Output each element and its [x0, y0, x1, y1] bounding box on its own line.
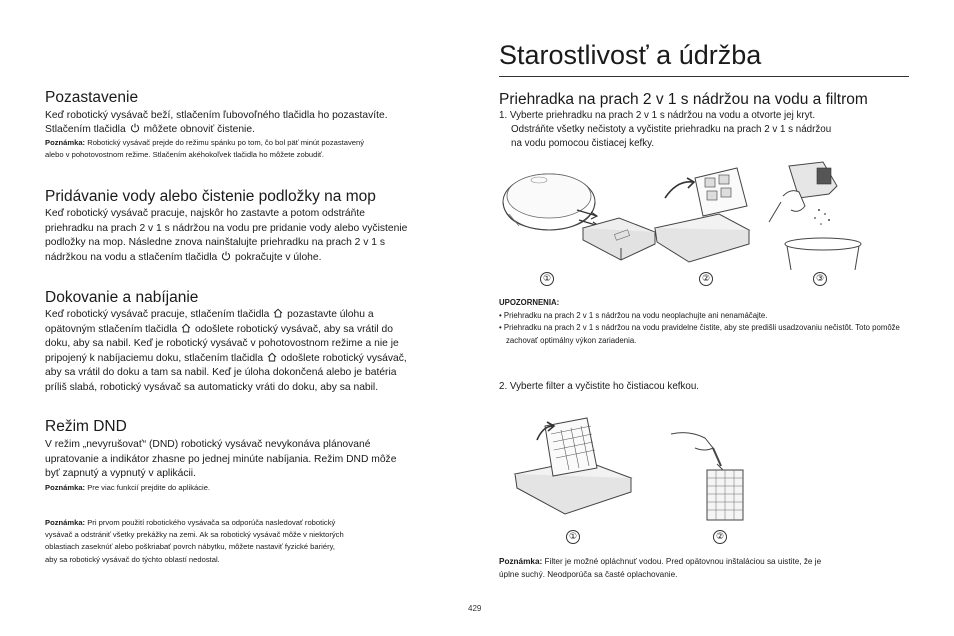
fig1-label-1: ①: [540, 272, 554, 286]
home-icon: [273, 308, 283, 318]
figure-remove-dustbin: [499, 158, 911, 270]
fig1-label-3: ③: [813, 272, 827, 286]
dock-text: Keď robotický vysávač pracuje, stlačením tlačidla pozastavte úlohu a opätovným stlačením tlačidla odošlete robotický vysávač, aby sa vrátil do doku, aby sa nabil. Keď je robotický vysávač v pohotovostnom režime a nie je pripojený k nabíjaciemu doku, stlačením tlačidla odošlete robotický vysávač, aby sa vrátil do doku a tam sa nabil. Keď je úloha dokončená alebo je batéria príliš slabá, robotický vysávač sa automaticky vráti do doku, aby sa nabil.: [45, 309, 407, 393]
page-title: Starostlivosť a údržba: [499, 40, 762, 70]
warnings-title: UPOZORNENIA:: [499, 298, 560, 307]
dnd-heading: Režim DND: [45, 418, 127, 435]
home-icon: [181, 323, 191, 333]
home-icon: [267, 352, 277, 362]
pause-note: Poznámka: Robotický vysávač prejde do režimu spánku po tom, čo bol päť minút pozastavený alebo v pohotovostnom režime. Stlačením akéhokoľvek tlačidla ho môžete zobudiť.: [45, 138, 365, 160]
dnd-note: Poznámka: Pre viac funkcií prejdite do aplikácie.: [45, 483, 211, 492]
final-note: Poznámka: Pri prvom použití robotického vysávača sa odporúča nasledovať robotický vysávač a odstrániť všetky prekážky na zemi. Ak sa robotický vysávač môže v niektorých oblastiach zaseknúť alebo poškriabať povrch nábytku, môžete nastaviť fyzické bariéry, aby sa robotický vysávač do týchto oblastí nedostal.: [45, 518, 344, 564]
power-icon: [130, 123, 140, 133]
filter-note: Poznámka: Filter je možné opláchnuť vodou. Pred opätovnou inštaláciou sa uistite, že je úplne suchý. Neodporúča sa časté oplachovanie.: [499, 557, 822, 579]
fig1-label-2: ②: [699, 272, 713, 286]
water-heading: Pridávanie vody alebo čistenie podložky na mop: [45, 188, 376, 205]
water-text: Keď robotický vysávač pracuje, najskôr ho zastavte a potom odstráňte priehradku na prach 2 v 1 s nádržou na vodu pre pridanie vody alebo vyčistenie podložky na mop. Následne znova nainštalujte priehradku na prach 2 v 1 s nádržkou na vodu a stlačením tlačidla pokračujte v úlohe.: [45, 208, 408, 263]
title-rule: [499, 76, 909, 77]
pause-heading: Pozastavenie: [45, 89, 139, 106]
figure-clean-filter: [499, 412, 911, 524]
step2-text: 2. Vyberte filter a vyčistite ho čistiacou kefkou.: [499, 381, 700, 392]
fig2-label-2: ②: [713, 530, 727, 544]
fig2-label-1: ①: [566, 530, 580, 544]
dnd-text: V režim „nevyrušovať“ (DND) robotický vysávač nevykonáva plánované upratovanie a indikátor zhasne po jednej minúte nabíjania. Režim DND môže byť zapnutý a vypnutý v aplikácii.: [45, 439, 397, 480]
warning-item: • Priehradku na prach 2 v 1 s nádržou na vodu pravidelne čistite, aby ste predišli usadzovaniu nečistôt. Toto pomôže zachovať optimálny výkon zariadenia.: [499, 323, 900, 345]
step1-text: 1. Vyberte priehradku na prach 2 v 1 s nádržou na vodu a otvorte jej kryt. Odstráňte všetky nečistoty a vyčistite priehradku na prach 2 v 1 s nádržou na vodu pomocou čistiacej kefky.: [499, 110, 832, 150]
dustbin-heading: Priehradka na prach 2 v 1 s nádržou na vodu a filtrom: [499, 91, 868, 108]
dock-heading: Dokovanie a nabíjanie: [45, 289, 199, 306]
pause-text-1: Keď robotický vysávač beží, stlačením ľubovoľného tlačidla ho pozastavíte.: [45, 110, 388, 121]
pause-text-2: Stlačením tlačidla môžete obnoviť čistenie.: [45, 124, 255, 135]
power-icon: [221, 251, 231, 261]
warnings-list: [499, 310, 911, 347]
page-number: 429: [468, 604, 482, 613]
warning-item: • Priehradku na prach 2 v 1 s nádržou na vodu neoplachujte ani nenamáčajte.: [499, 311, 768, 320]
